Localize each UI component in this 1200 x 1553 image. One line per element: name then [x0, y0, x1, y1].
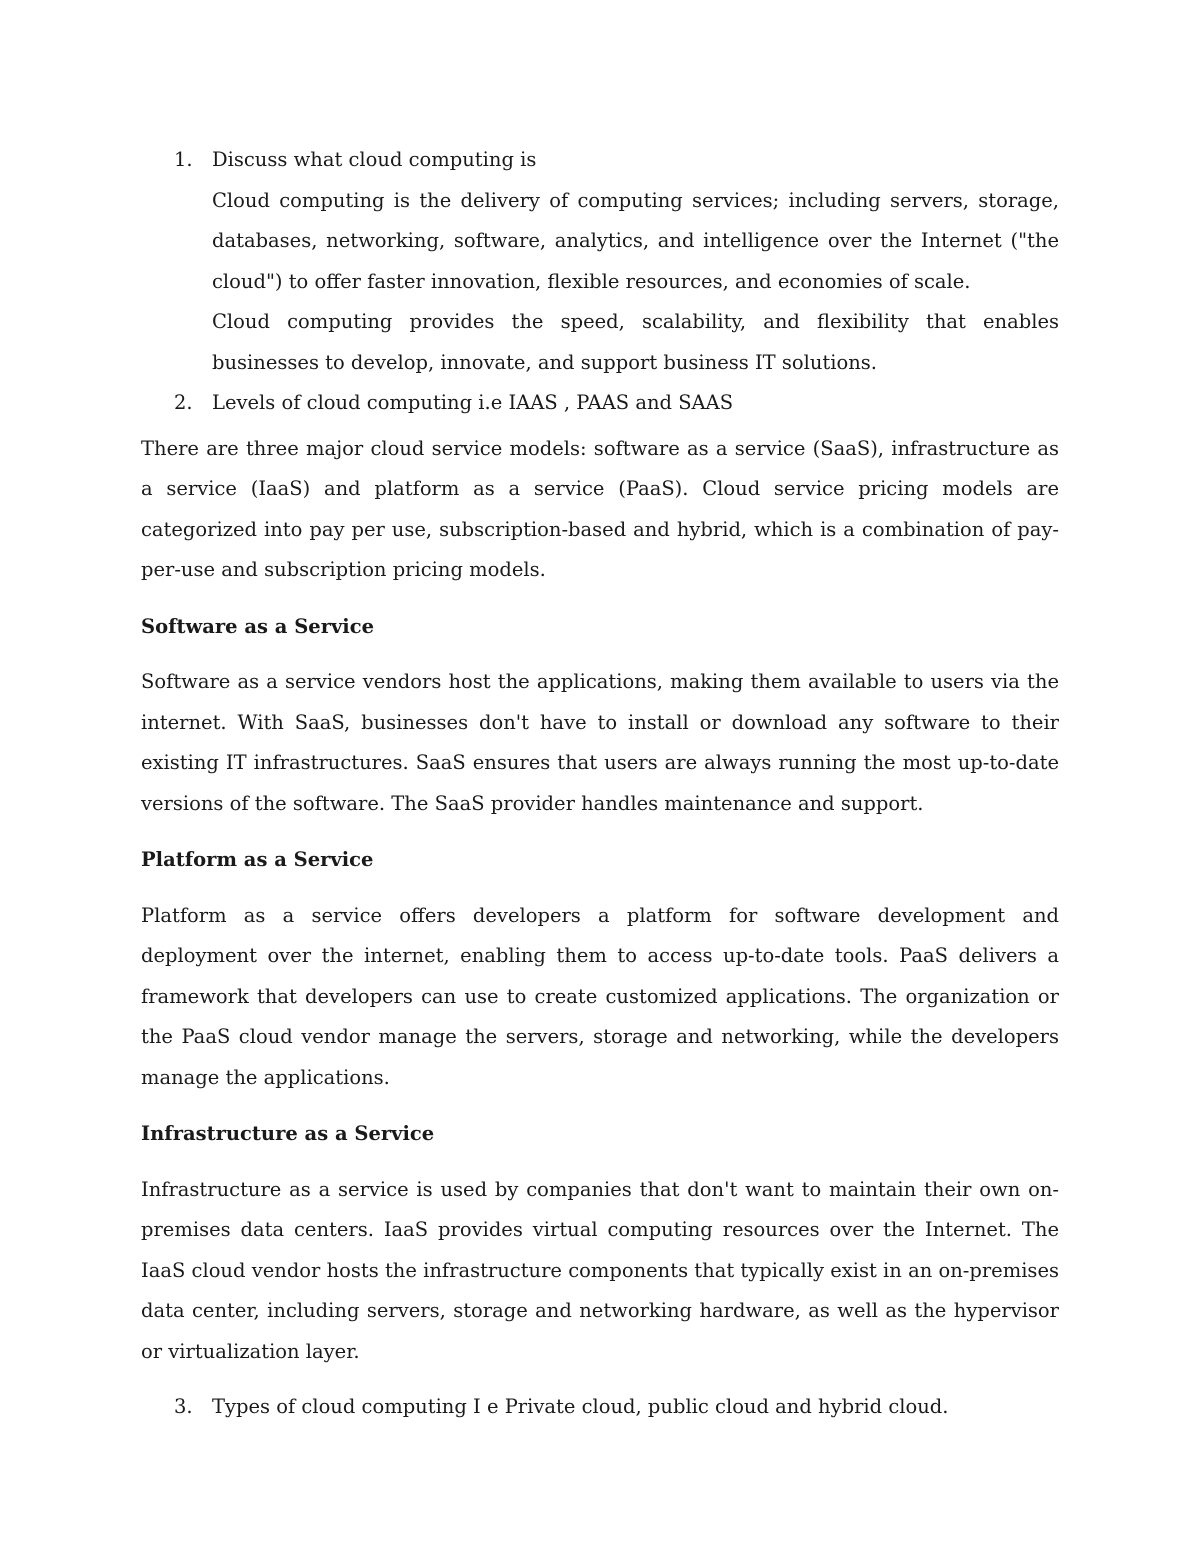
list-number: 1. — [174, 148, 193, 171]
list-item-title: Levels of cloud computing i.e IAAS , PAAS and SAAS — [212, 391, 734, 414]
list-number: 2. — [174, 391, 193, 414]
list-item-3 — [141, 1387, 1059, 1428]
section-body-iaas: Infrastructure as a service is used by companies that don't want to maintain their own on-premises data centers. IaaS provides virtual computing resources over the Internet. The IaaS cloud vendor hosts the infrastructure components that typically exist in an on-premises data center, including servers, storage and networking hardware, as well as the hypervisor or virtualization layer. — [141, 1177, 1059, 1363]
list-number: 3. — [174, 1395, 193, 1418]
list-item-body — [212, 181, 1059, 384]
intro-paragraph: There are three major cloud service models: software as a service (SaaS), infrastructure as a service (IaaS) and platform as a service (PaaS). Cloud service pricing models are categorized into pay per use, subscription-based and hybrid, which is a combination of pay-per-use and subscription pricing models. — [141, 436, 1059, 581]
paragraph: Cloud computing provides the speed, scalability, and flexibility that enables businesses to develop, innovate, and support business IT solutions. — [212, 310, 1059, 374]
paragraph: Cloud computing is the delivery of computing services; including servers, storage, databases, networking, software, analytics, and intelligence over the Internet ("the cloud") to offer faster innovation, flexible resources, and economies of scale. — [212, 188, 1059, 293]
document-page — [141, 140, 1059, 1428]
section-body-saas: Software as a service vendors host the applications, making them available to users via the internet. With SaaS, businesses don't have to install or download any software to their existing IT infrastructures. SaaS ensures that users are always running the most up-to-date versions of the software. The SaaS provider handles maintenance and support. — [141, 670, 1059, 815]
list-item-2 — [141, 383, 1059, 424]
section-body-paas: Platform as a service offers developers a platform for software development and deployment over the internet, enabling them to access up-to-date tools. PaaS delivers a framework that developers can use to create customized applications. The organization or the PaaS cloud vendor manage the servers, storage and networking, while the developers manage the applications. — [141, 903, 1059, 1089]
list-item-title: Discuss what cloud computing is — [212, 148, 537, 171]
section-heading-iaas: Infrastructure as a Service — [141, 1122, 435, 1145]
list-item-title: Types of cloud computing I e Private cloud, public cloud and hybrid cloud. — [212, 1395, 949, 1418]
list-item-1 — [141, 140, 1059, 383]
section-heading-paas: Platform as a Service — [141, 848, 374, 871]
section-heading-saas: Software as a Service — [141, 614, 374, 638]
